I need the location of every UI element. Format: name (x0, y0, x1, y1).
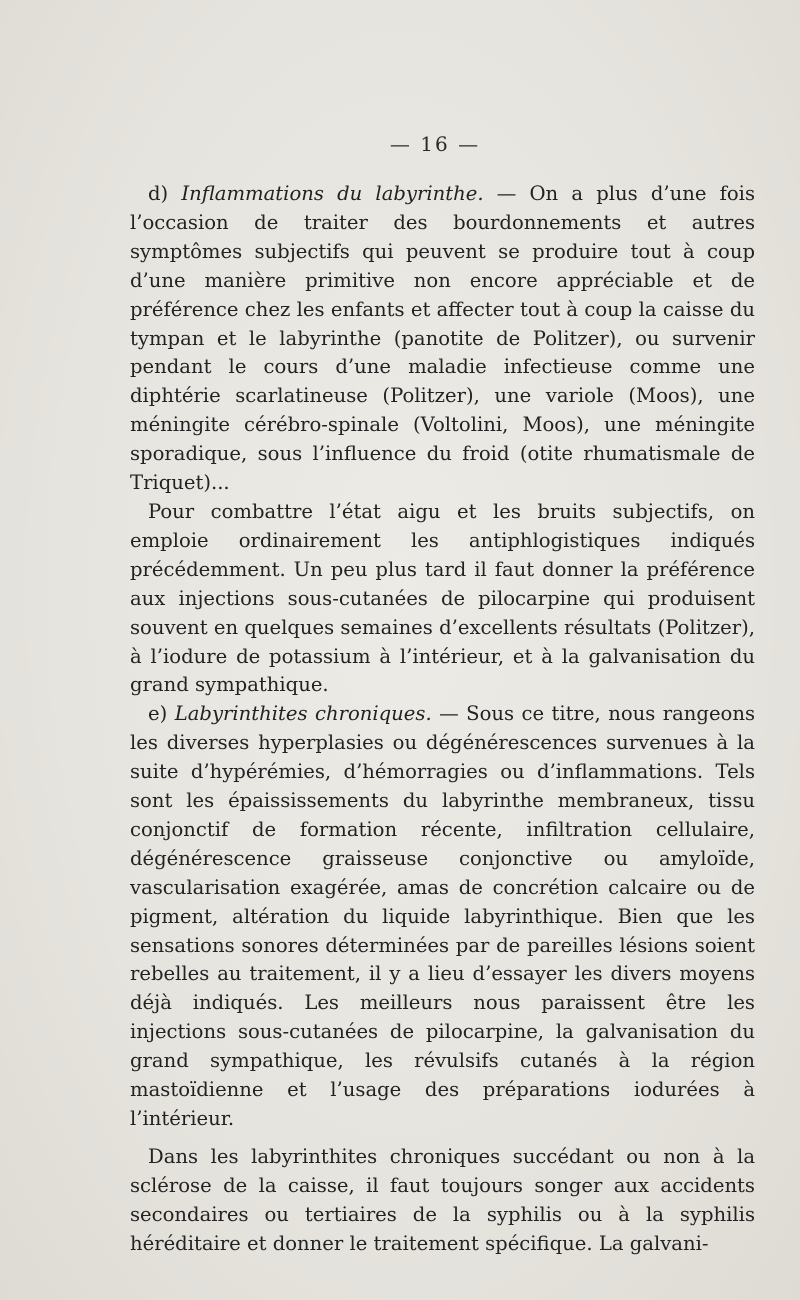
body-text (130, 180, 755, 1259)
paragraph-body: — Sous ce titre, nous rangeons les diverses hyperplasies ou dégénérescences survenues à la suite d’hypérémies, d’hémorragies ou d’inflammations. Tels sont les épaississements du labyrinthe membraneux, tissu conjonctif de formation récente, infiltration cellulaire, dégénérescence graisseuse conjonctive ou amyloïde, vascularisation exagérée, amas de concrétion calcaire ou de pigment, altération du liquide labyrinthique. Bien que les sensations sonores déterminées par de pareilles lésions soient rebelles au traitement, il y a lieu d’essayer les divers moyens déjà indiqués. Les meilleurs nous paraissent être les injections sous-cutanées de pilocarpine, la galvanisation du grand sympathique, les révulsifs cutanés à la région mastoïdienne et l’usage des préparations iodurées à l’intérieur. (130, 702, 756, 1130)
paragraph-body: Pour combattre l’état aigu et les bruits subjectifs, on emploie ordinairement les antiphlogistiques indiqués précédemment. Un peu plus tard il faut donner la préférence aux injections sous-cutanées de pilocarpine qui produisent souvent en quelques semaines d’excellents résultats (Politzer), à l’iodure de potassium à l’intérieur, et à la galvanisation du grand sympathique. (130, 499, 755, 697)
paragraph-body: — On a plus d’une fois l’occasion de traiter des bourdonnements et autres symptômes subjectifs qui peuvent se produire tout à coup d’une manière primitive non encore appréciable et de préférence chez les enfants et affecter tout à coup la caisse du tympan et le labyrinthe (panotite de Politzer), ou survenir pendant le cours d’une maladie infectieuse comme une diphtérie scarlatineuse (Politzer), une variole (Moos), une méningite cérébro-spinale (Voltolini, Moos), une méningite sporadique, sous l’influence du froid (otite rhumatismale de Triquet)... (130, 182, 755, 495)
paragraph-lead: e) (148, 702, 175, 726)
paragraph-syphilis (130, 1143, 755, 1259)
section-heading-chronic: Labyrinthites chroniques. (174, 702, 432, 726)
paragraph-treatment-acute (130, 498, 755, 700)
paragraph-inflammations (130, 180, 755, 498)
paragraph-lead: d) (148, 182, 182, 205)
paragraph-chronic-labyrinthitis (130, 700, 755, 1134)
page-number: — 16 — (389, 132, 481, 156)
section-heading-inflammations: Inflammations du labyrinthe. (181, 182, 484, 205)
paragraph-body: Dans les labyrinthites chroniques succédant ou non à la sclérose de la caisse, il faut toujours songer aux accidents secondaires ou tertiaires de la syphilis ou à la syphilis héréditaire et donner le traitement spécifique. La galvani- (130, 1144, 755, 1255)
